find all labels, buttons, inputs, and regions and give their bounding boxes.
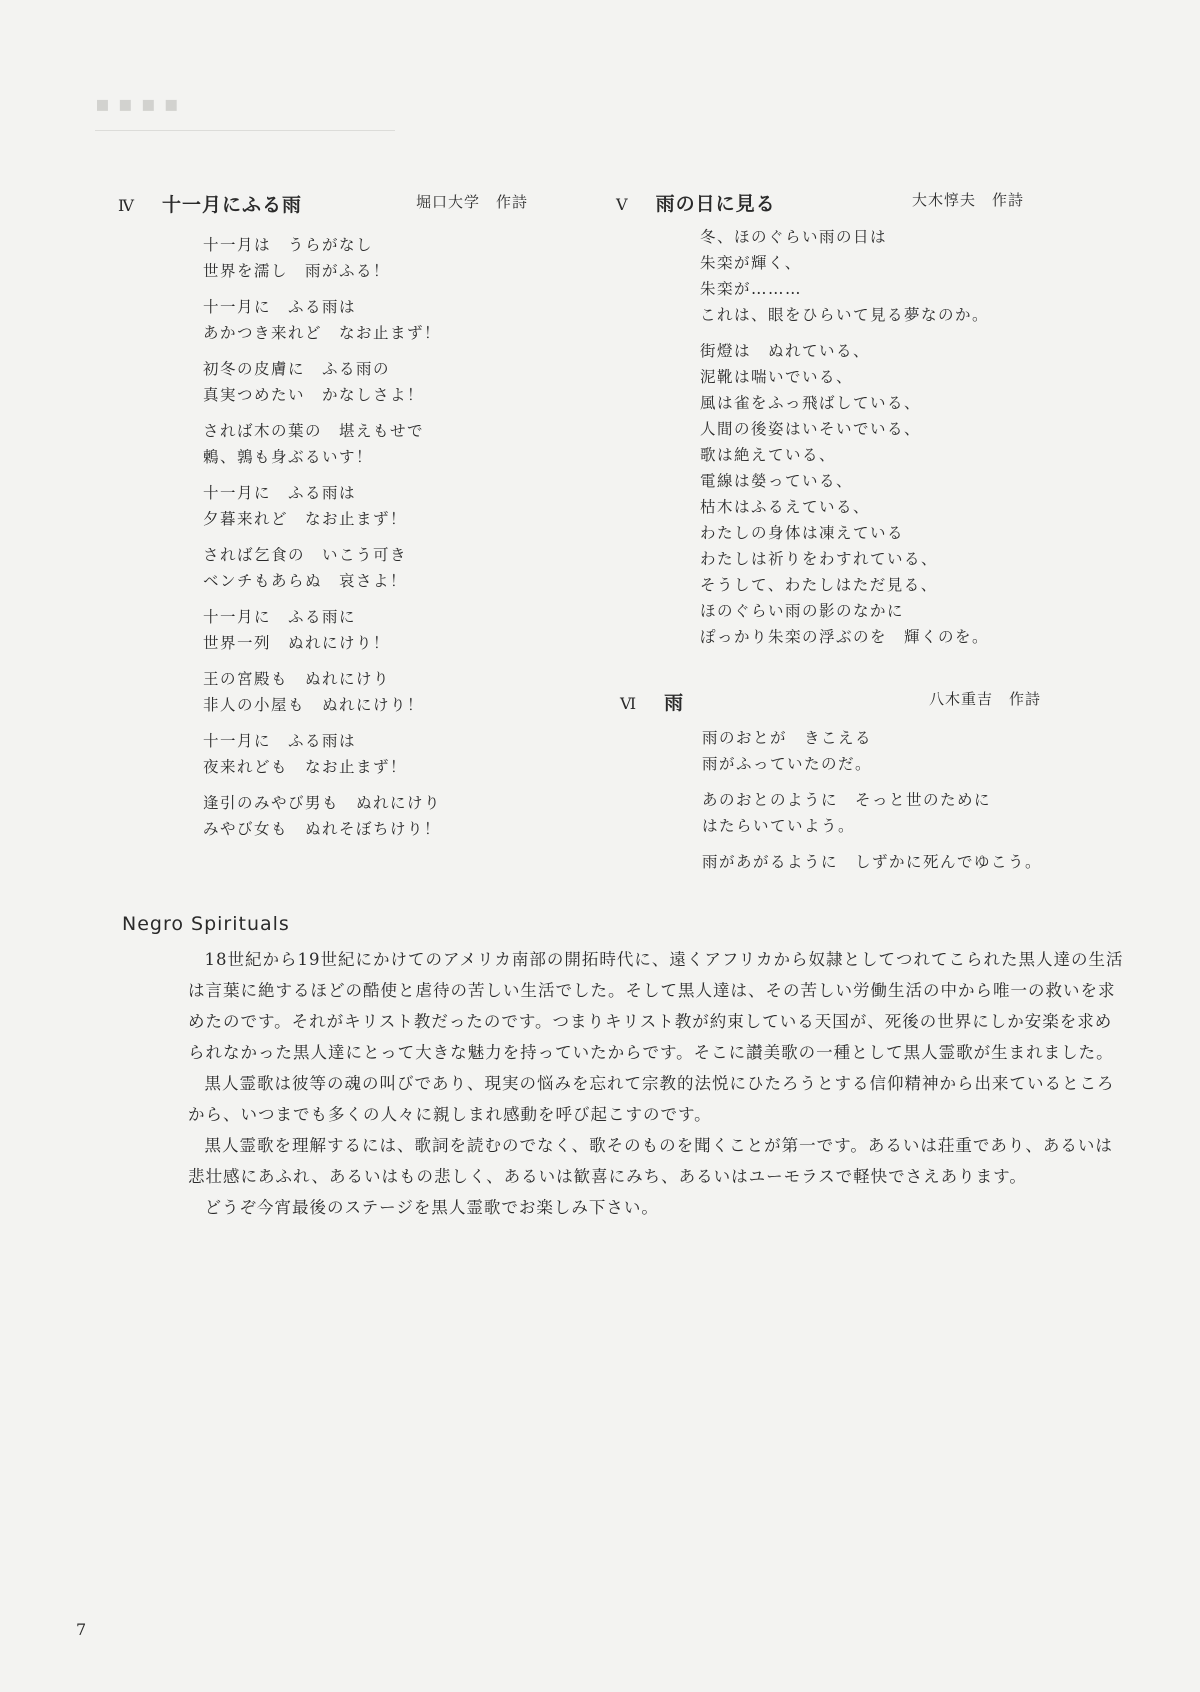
poem-line: ぽっかり朱栾の浮ぶのを 輝くのを。 xyxy=(700,628,990,646)
song-vi-numeral: Ⅵ xyxy=(620,694,637,713)
poem-line: 街燈は ぬれている、 xyxy=(700,342,871,360)
poem-stanza xyxy=(702,725,1042,777)
poem-line: 雨がふっていたのだ。 xyxy=(702,755,873,773)
poem-line: あのおとのように そっと世のために xyxy=(702,791,992,809)
poem-stanza xyxy=(700,338,989,650)
poem-line: あかつき来れど なお止まず！ xyxy=(203,324,442,342)
poem-stanza xyxy=(700,224,989,328)
poem-line: 冬、ほのぐらい雨の日は xyxy=(700,228,888,246)
poem-line: 鶫、鶉も身ぶるいす！ xyxy=(203,448,374,466)
poem-line: 雨があがるように しずかに死んでゆこう。 xyxy=(702,853,1043,871)
poem-line: 世界を濡し 雨がふる！ xyxy=(203,262,391,280)
poem-line: わたしの身体は凍えている xyxy=(700,524,905,542)
poem-line: はたらいていよう。 xyxy=(702,817,856,835)
poem-line: ほのぐらい雨の影のなかに xyxy=(700,602,905,620)
poem-stanza xyxy=(203,604,441,656)
song-vi-header xyxy=(620,688,684,715)
poem-line: 逢引のみやび男も ぬれにけり xyxy=(203,794,442,812)
poem-stanza xyxy=(702,849,1042,875)
song-v-credit: 大木惇夫 作詩 xyxy=(912,191,1025,209)
song-v-title: 雨の日に見る xyxy=(655,193,776,215)
song-v-poem xyxy=(700,224,989,660)
poem-stanza xyxy=(203,790,441,842)
negro-spirituals-heading: Negro Spirituals xyxy=(122,913,290,935)
poem-stanza xyxy=(203,294,441,346)
poem-line: 初冬の皮膚に ふる雨の xyxy=(203,360,391,378)
song-v-numeral: Ⅴ xyxy=(616,195,628,214)
song-vi-credit: 八木重吉 作詩 xyxy=(929,690,1042,708)
poem-line: ベンチもあらぬ 哀さよ！ xyxy=(203,572,408,590)
poem-line: されば乞食の いこう可き xyxy=(203,546,408,564)
song-iv-header xyxy=(118,190,302,217)
poem-stanza xyxy=(203,418,441,470)
poem-stanza xyxy=(203,542,441,594)
song-iv-poem xyxy=(203,232,441,852)
poem-line: 世界一列 ぬれにけり！ xyxy=(203,634,391,652)
poem-line: 真実つめたい かなしさよ！ xyxy=(203,386,425,404)
poem-line: 枯木はふるえている、 xyxy=(700,498,871,516)
essay-paragraph: 黒人霊歌は彼等の魂の叫びであり、現実の悩みを忘れて宗教的法悦にひたろうとする信仰精神から出来ているところから、いつまでも多くの人々に親しまれ感動を呼び起こすのです。 xyxy=(188,1074,1115,1124)
poem-stanza xyxy=(203,356,441,408)
poem-line: 十一月に ふる雨は xyxy=(203,484,357,502)
poem-line: 夜来れども なお止まず！ xyxy=(203,758,408,776)
song-vi-poem xyxy=(702,725,1042,885)
poem-line: 雨のおとが きこえる xyxy=(702,729,873,747)
poem-line: されば木の葉の 堪えもせで xyxy=(203,422,425,440)
essay-paragraph: どうぞ今宵最後のステージを黒人霊歌でお楽しみ下さい。 xyxy=(204,1198,659,1217)
song-v-header xyxy=(616,189,776,216)
poem-line: 朱栾が輝く、 xyxy=(700,254,802,272)
poem-line: 朱栾が……… xyxy=(700,280,803,298)
song-vi-title: 雨 xyxy=(664,692,685,714)
show-through-rule xyxy=(95,130,395,131)
poem-line: 王の宮殿も ぬれにけり xyxy=(203,670,391,688)
poem-line: 風は雀をふっ飛ばしている、 xyxy=(700,394,922,412)
song-iv-title: 十一月にふる雨 xyxy=(161,194,302,216)
poem-line: 夕暮来れど なお止まず！ xyxy=(203,510,408,528)
poem-stanza xyxy=(203,480,441,532)
poem-line: 十一月に ふる雨は xyxy=(203,732,357,750)
poem-line: 歌は絶えている、 xyxy=(700,446,837,464)
poem-line: これは、眼をひらいて見る夢なのか。 xyxy=(700,306,990,324)
poem-line: 十一月に ふる雨に xyxy=(203,608,357,626)
poem-line: 泥靴は喘いでいる、 xyxy=(700,368,854,386)
poem-line: 電線は嫈っている、 xyxy=(700,472,854,490)
song-iv-credit: 堀口大学 作詩 xyxy=(416,193,529,211)
essay-paragraph: 18世紀から19世紀にかけてのアメリカ南部の開拓時代に、遠くアフリカから奴隷としてつれてこられた黒人達の生活は言葉に絶するほどの酷使と虐待の苦しい生活でした。そして黒人達は、その苦しい労働生活の中から唯一の救いを求めたのです。それがキリスト教だったのです。つまりキリスト教が約束している天国が、死後の世界にしか安楽を求められなかった黒人達にとって大きな魅力を持っていたからです。そこに讃美歌の一種として黒人霊歌が生まれました。 xyxy=(188,950,1124,1062)
poem-stanza xyxy=(702,787,1042,839)
poem-line: 十一月は うらがなし xyxy=(203,236,374,254)
poem-line: そうして、わたしはただ見る、 xyxy=(700,576,938,594)
poem-stanza xyxy=(203,666,441,718)
poem-line: わたしは祈りをわすれている、 xyxy=(700,550,939,568)
essay-paragraph: 黒人霊歌を理解するには、歌詞を読むのでなく、歌そのものを聞くことが第一です。あるいは荘重であり、あるいは悲壮感にあふれ、あるいはもの悲しく、あるいは歓喜にみち、あるいはユーモラスで軽快でさえあります。 xyxy=(188,1136,1113,1186)
poem-line: みやび女も ぬれそぼちけり！ xyxy=(203,820,442,838)
negro-spirituals-text xyxy=(188,944,1128,1223)
poem-line: 人間の後姿はいそいでいる、 xyxy=(700,420,922,438)
show-through-decoration: ▪▪▪▪ xyxy=(95,92,187,117)
poem-stanza xyxy=(203,728,441,780)
page-number: 7 xyxy=(76,1620,87,1639)
poem-stanza xyxy=(203,232,441,284)
poem-line: 非人の小屋も ぬれにけり！ xyxy=(203,696,425,714)
poem-line: 十一月に ふる雨は xyxy=(203,298,357,316)
song-iv-numeral: Ⅳ xyxy=(118,196,134,215)
